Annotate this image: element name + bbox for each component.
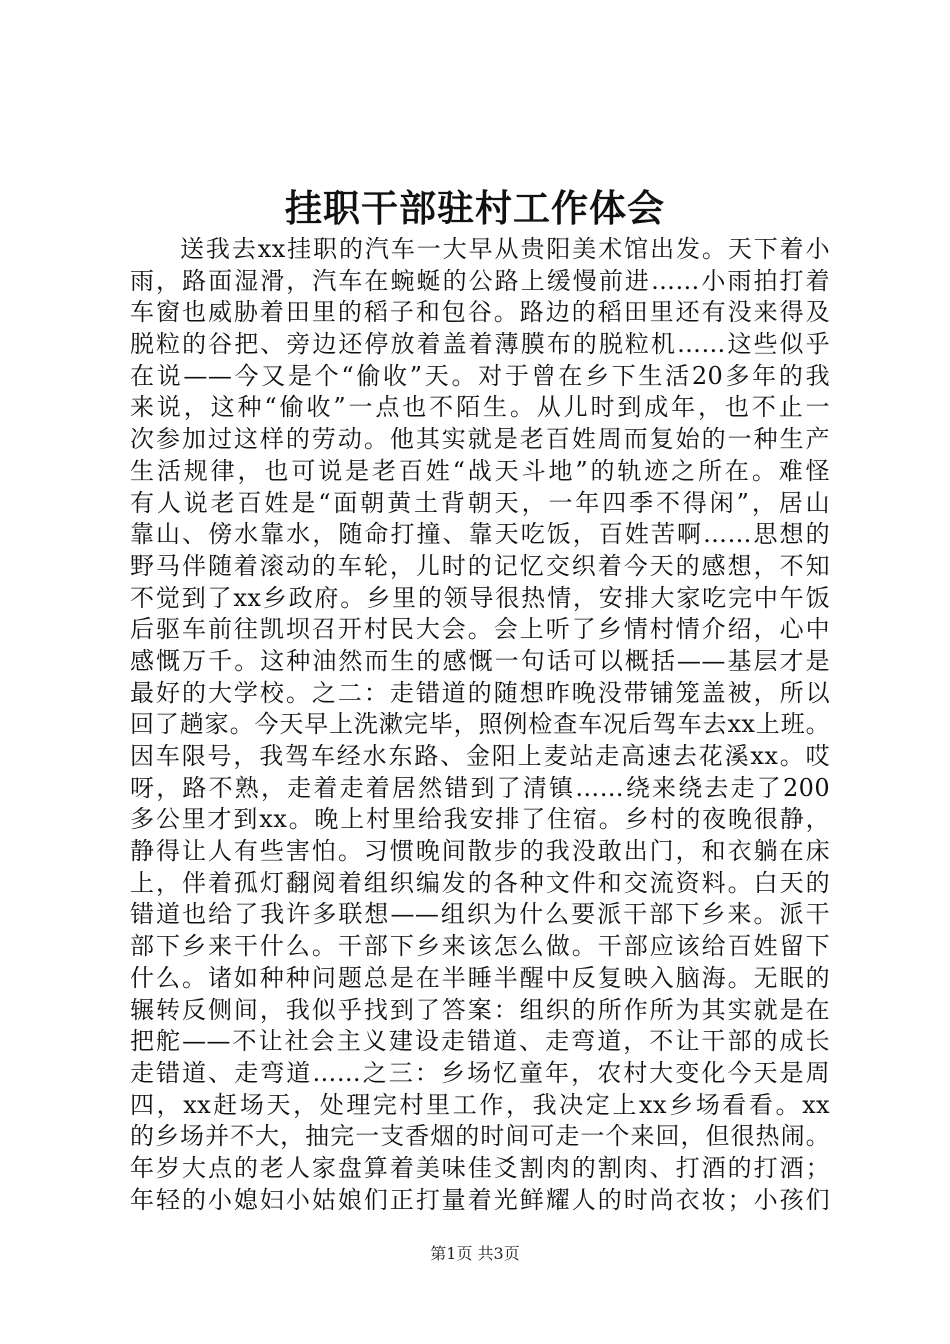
text-line: 部下乡来干什么。干部下乡来该怎么做。干部应该给百姓留下 [130, 932, 830, 961]
text-line: 回了趟家。今天早上洗漱完毕，照例检查车况后驾车去xx上班。 [130, 710, 830, 739]
text-line: 后驱车前往凯坝召开村民大会。会上听了乡情村情介绍，心中 [130, 615, 830, 644]
text-line: 走错道、走弯道……之三：乡场忆童年，农村大变化今天是周 [130, 1058, 830, 1087]
text-line: 上，伴着孤灯翻阅着组织编发的各种文件和交流资料。白天的 [130, 868, 830, 897]
text-line: 生活规律，也可说是老百姓“战天斗地”的轨迹之所在。难怪 [130, 456, 830, 485]
text-line: 年岁大点的老人家盘算着美味佳爻割肉的割肉、打酒的打酒； [130, 1153, 830, 1182]
text-line: 送我去xx挂职的汽车一大早从贵阳美术馆出发。天下着小 [180, 235, 830, 263]
document-title: 挂职干部驻村工作体会 [285, 186, 665, 230]
text-line: 辗转反侧间，我似乎找到了答案：组织的所作所为其实就是在 [130, 995, 830, 1024]
text-line: 多公里才到xx。晚上村里给我安排了住宿。乡村的夜晚很静， [130, 805, 830, 834]
text-line: 有人说老百姓是“面朝黄土背朝天，一年四季不得闲”，居山 [130, 488, 830, 517]
text-line: 因车限号，我驾车经水东路、金阳上麦站走高速去花溪xx。哎 [130, 742, 830, 770]
page-number-footer: 第1页 共3页 [430, 1244, 520, 1263]
text-line: 脱粒的谷把、旁边还停放着盖着薄膜布的脱粒机……这些似乎 [130, 330, 830, 359]
text-line: 四，xx赶场天，处理完村里工作，我决定上xx乡场看看。xx [130, 1090, 830, 1119]
text-line: 次参加过这样的劳动。他其实就是老百姓周而复始的一种生产 [130, 425, 830, 454]
document-body [130, 234, 830, 1216]
text-line: 静得让人有些害怕。习惯晚间散步的我没敢出门，和衣躺在床 [130, 837, 830, 866]
text-line: 在说——今又是个“偷收”天。对于曾在乡下生活20多年的我 [130, 361, 830, 390]
text-line: 最好的大学校。之二：走错道的随想昨晚没带铺笼盖被，所以 [130, 678, 830, 707]
text-line: 野马伴随着滚动的车轮，儿时的记忆交织着今天的感想，不知 [130, 551, 830, 580]
text-line: 错道也给了我许多联想——组织为什么要派干部下乡来。派干 [130, 900, 830, 929]
text-line: 什么。诸如种种问题总是在半睡半醒中反复映入脑海。无眠的 [130, 963, 830, 992]
text-line: 车窗也威胁着田里的稻子和包谷。路边的稻田里还有没来得及 [130, 298, 830, 327]
text-line: 来说，这种“偷收”一点也不陌生。从儿时到成年，也不止一 [130, 393, 830, 422]
text-line: 的乡场并不大，抽完一支香烟的时间可走一个来回，但很热闹。 [130, 1122, 830, 1151]
text-line: 呀，路不熟，走着走着居然错到了清镇……绕来绕去走了200 [130, 773, 830, 802]
text-line: 年轻的小媳妇小姑娘们正打量着光鲜耀人的时尚衣妆；小孩们 [130, 1185, 830, 1214]
text-line: 靠山、傍水靠水，随命打撞、靠天吃饭，百姓苦啊……思想的 [130, 520, 830, 549]
text-line: 感慨万千。这种油然而生的感慨一句话可以概括——基层才是 [130, 646, 830, 675]
text-line: 把舵——不让社会主义建设走错道、走弯道，不让干部的成长 [130, 1027, 830, 1056]
text-line: 雨，路面湿滑，汽车在蜿蜒的公路上缓慢前进……小雨拍打着 [130, 266, 830, 295]
text-line: 不觉到了xx乡政府。乡里的领导很热情，安排大家吃完中午饭 [130, 583, 830, 612]
